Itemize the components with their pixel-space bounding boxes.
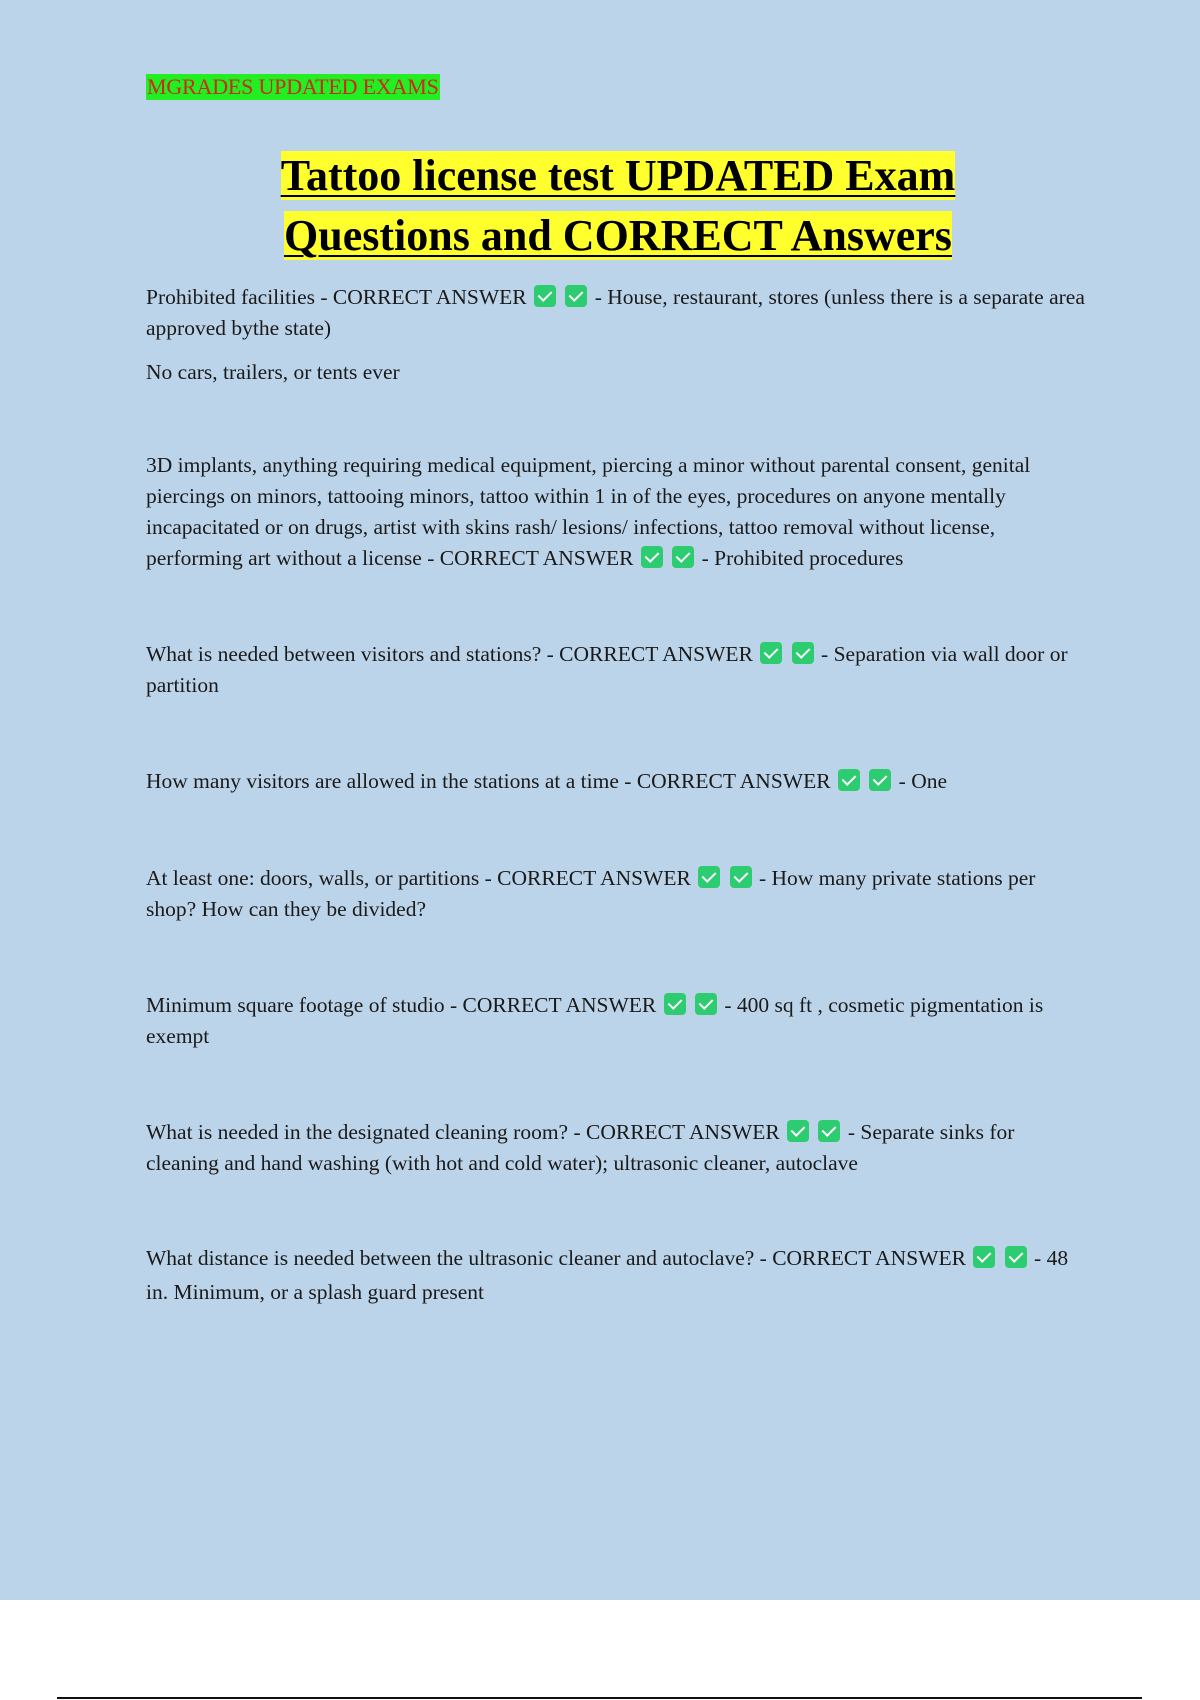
check-icon [664, 993, 686, 1015]
qa-item-3 [146, 639, 1086, 701]
check-icon [534, 285, 556, 307]
qa-text: At least one: doors, walls, or partitions - [146, 866, 498, 890]
check-icon [838, 769, 860, 791]
correct-answer-label: CORRECT ANSWER [332, 285, 527, 309]
qa-text: How many visitors are allowed in the stations at a time - [146, 769, 637, 793]
qa-item-2 [146, 450, 1086, 574]
qa-list [146, 282, 1086, 1309]
check-icon [1005, 1246, 1027, 1268]
correct-answer-label: CORRECT ANSWER [772, 1246, 966, 1270]
title-line-2: Questions and CORRECT Answers [284, 211, 952, 260]
qa-item-1-extra: No cars, trailers, or tents ever [146, 360, 400, 384]
check-icon [730, 866, 752, 888]
check-icon [818, 1120, 840, 1142]
check-icon [787, 1120, 809, 1142]
qa-text: 3D implants, anything requiring medical equipment, piercing a minor without parental consent, genital piercings on minors, tattooing minors, tattoo within 1 in of the eyes, procedures on anyone mentally incapacitated or on drugs, artist with skins rash/ lesions/ infections, tattoo removal without license, performing art without a license - [146, 453, 1031, 570]
footer-rule [57, 1697, 1142, 1699]
title-line-1: Tattoo license test UPDATED Exam [280, 151, 956, 200]
qa-item-7 [146, 1117, 1086, 1179]
qa-text: - House, restaurant, stores (unless there is a separate area approved bythe state) [146, 285, 1085, 340]
qa-text: - 48 in. Minimum, or a splash guard present [146, 1246, 1069, 1304]
check-icon [973, 1246, 995, 1268]
check-icon [672, 546, 694, 568]
check-icon [565, 285, 587, 307]
qa-text: - One [898, 769, 948, 793]
correct-answer-label: CORRECT ANSWER [462, 993, 657, 1017]
check-icon [641, 546, 663, 568]
qa-item-6 [146, 990, 1086, 1052]
check-icon [792, 642, 814, 664]
qa-item-1 [146, 282, 1086, 344]
correct-answer-label: CORRECT ANSWER [586, 1120, 780, 1144]
correct-answer-label: CORRECT ANSWER [497, 866, 691, 890]
qa-item-4 [146, 766, 1086, 797]
check-icon [695, 993, 717, 1015]
correct-answer-label: CORRECT ANSWER [559, 642, 753, 666]
qa-text: - Separate sinks for cleaning and hand washing (with hot and cold water); ultrasonic cleaner, autoclave [146, 1120, 1015, 1175]
correct-answer-label: CORRECT ANSWER [636, 769, 831, 793]
qa-text: What is needed between visitors and stations? - [146, 642, 560, 666]
qa-item-8 [146, 1241, 1086, 1309]
check-icon [698, 866, 720, 888]
qa-text: Prohibited facilities - [146, 285, 333, 309]
check-icon [760, 642, 782, 664]
qa-text: Minimum square footage of studio - [146, 993, 463, 1017]
check-icon [869, 769, 891, 791]
correct-answer-label: CORRECT ANSWER [439, 546, 634, 570]
qa-text: What is needed in the designated cleaning room? - [146, 1120, 586, 1144]
qa-text: - Separation via wall door or partition [146, 642, 1068, 697]
qa-item-5 [146, 863, 1086, 925]
qa-text: - How many private stations per shop? How can they be divided? [146, 866, 1036, 921]
qa-text: - Prohibited procedures [701, 546, 904, 570]
page-title [140, 146, 1096, 266]
header-tag: MGRADES UPDATED EXAMS [147, 74, 439, 99]
qa-text: - 400 sq ft , cosmetic pigmentation is exempt [146, 993, 1044, 1048]
qa-text: What distance is needed between the ultrasonic cleaner and autoclave? - [146, 1246, 773, 1270]
